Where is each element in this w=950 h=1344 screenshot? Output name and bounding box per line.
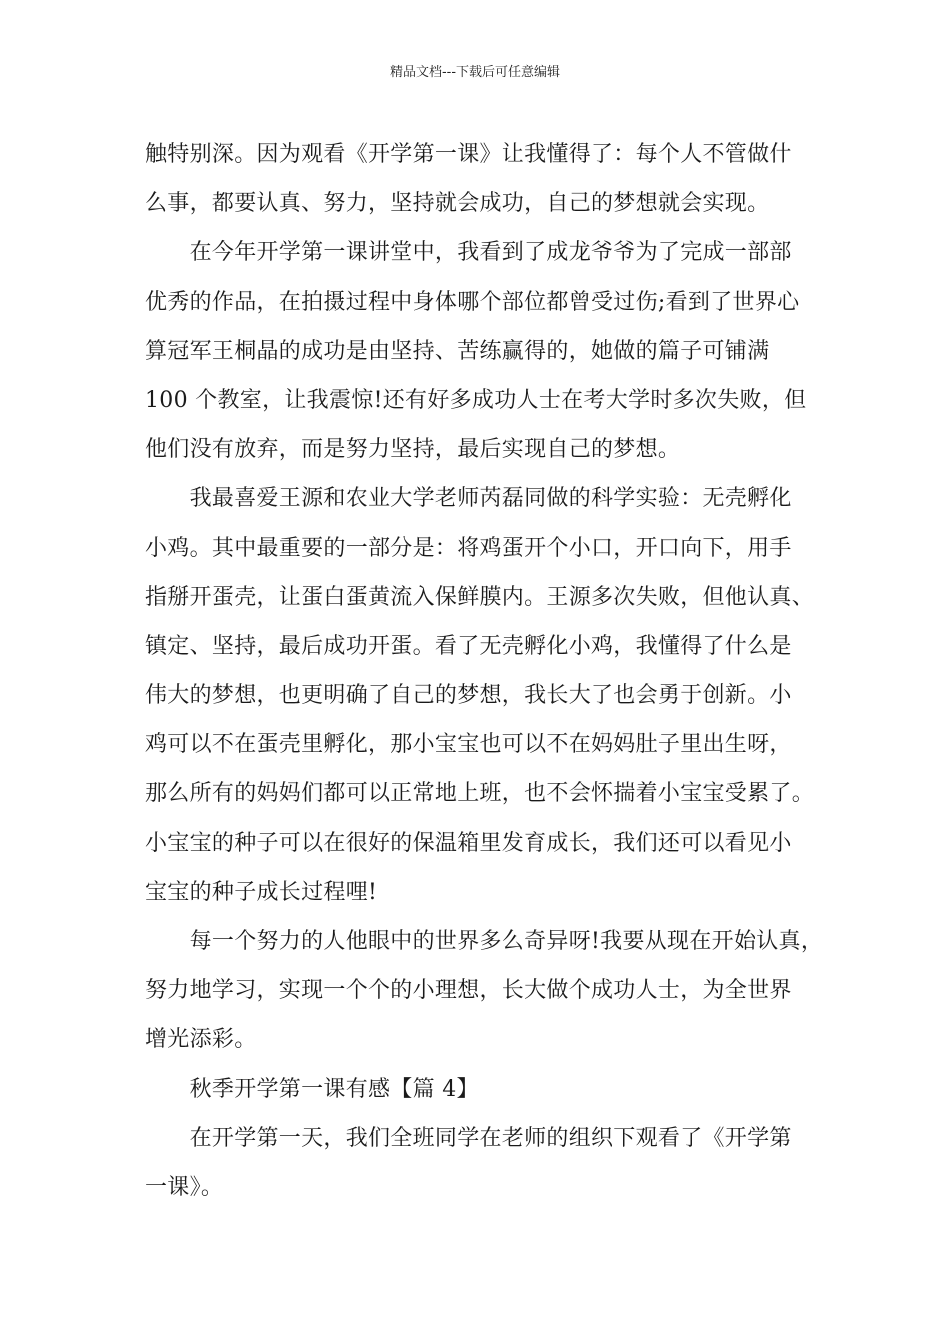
text-line: 指掰开蛋壳，让蛋白蛋黄流入保鲜膜内。王源多次失败，但他认真、 xyxy=(145,584,815,610)
text-line: 100 个教室，让我震惊!还有好多成功人士在考大学时多次失败，但 xyxy=(145,387,807,413)
text-line: 他们没有放弃，而是努力坚持，最后实现自己的梦想。 xyxy=(145,437,681,463)
text-line: 增光添彩。 xyxy=(145,1027,257,1053)
text-line: 伟大的梦想，也更明确了自己的梦想，我长大了也会勇于创新。小 xyxy=(145,683,792,709)
text-line: 触特别深。因为观看《开学第一课》让我懂得了：每个人不管做什 xyxy=(145,142,792,167)
text-line: 优秀的作品，在拍摄过程中身体哪个部位都曾受过伤;看到了世界心 xyxy=(145,289,800,315)
text-line: 鸡可以不在蛋壳里孵化，那小宝宝也可以不在妈妈肚子里出生呀， xyxy=(145,732,792,758)
text-line: 努力地学习，实现一个个的小理想，长大做个成功人士，为全世界 xyxy=(145,978,792,1004)
text-line: 我最喜爱王源和农业大学老师芮磊同做的科学实验：无壳孵化 xyxy=(145,486,792,512)
text-line: 小宝宝的种子可以在很好的保温箱里发育成长，我们还可以看见小 xyxy=(145,830,792,856)
document-body xyxy=(145,130,824,1212)
text-line: 一课》。 xyxy=(145,1174,224,1200)
section-heading: 秋季开学第一课有感【篇 4】 xyxy=(145,1076,479,1102)
text-line: 那么所有的妈妈们都可以正常地上班，也不会怀揣着小宝宝受累了。 xyxy=(145,781,815,807)
text-line: 算冠军王桐晶的成功是由坚持、苦练赢得的，她做的篇子可铺满 xyxy=(145,338,770,364)
text-line: 每一个努力的人他眼中的世界多么奇异呀!我要从现在开始认真， xyxy=(145,929,824,954)
text-line: 么事，都要认真、努力，坚持就会成功，自己的梦想就会实现。 xyxy=(145,191,770,217)
text-line: 在今年开学第一课讲堂中，我看到了成龙爷爷为了完成一部部 xyxy=(145,240,792,266)
text-line: 在开学第一天，我们全班同学在老师的组织下观看了《开学第 xyxy=(145,1125,792,1151)
text-line: 镇定、坚持，最后成功开蛋。看了无壳孵化小鸡，我懂得了什么是 xyxy=(145,633,792,659)
text-line: 宝宝的种子成长过程哩! xyxy=(145,879,378,905)
page-header: 精品文档---下载后可任意编辑 xyxy=(389,65,561,80)
text-line: 小鸡。其中最重要的一部分是：将鸡蛋开个小口，开口向下，用手 xyxy=(145,535,792,561)
